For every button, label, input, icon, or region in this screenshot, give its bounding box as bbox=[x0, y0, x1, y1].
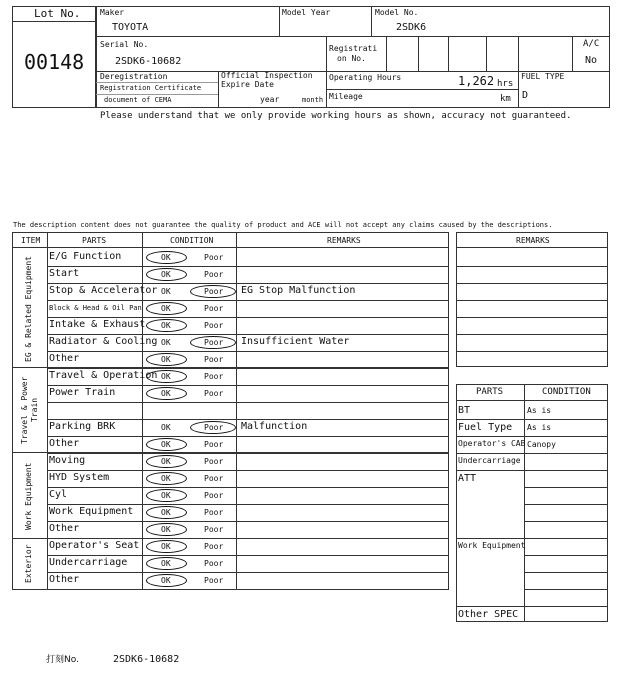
parts-table-condition: As is bbox=[527, 406, 552, 415]
lot-label: Lot No. bbox=[34, 7, 81, 20]
operating-hours-label: Operating Hours bbox=[329, 73, 402, 82]
part-name: Operator's Seat bbox=[49, 540, 140, 551]
ok-circle-mark bbox=[146, 523, 187, 536]
ok-option: OK bbox=[161, 372, 171, 381]
poor-option: Poor bbox=[204, 287, 224, 296]
poor-option: Poor bbox=[204, 508, 224, 517]
poor-option: Poor bbox=[204, 576, 224, 585]
part-name: Work Equipment bbox=[49, 506, 134, 517]
part-name: Start bbox=[49, 268, 80, 279]
inspection-label-1: Official Inspection bbox=[221, 71, 313, 80]
part-name: Travel & Operation bbox=[49, 370, 158, 381]
parts-table-part: ATT bbox=[458, 473, 477, 484]
km-label: km bbox=[500, 94, 511, 104]
model-no-value: 2SDK6 bbox=[396, 22, 427, 33]
ok-circle-mark bbox=[146, 540, 187, 553]
part-name: Stop & Accelerator bbox=[49, 285, 158, 296]
ok-option: OK bbox=[161, 457, 171, 466]
poor-circle-mark bbox=[190, 285, 236, 298]
poor-option: Poor bbox=[204, 559, 224, 568]
ok-option: OK bbox=[161, 270, 171, 279]
ok-option: OK bbox=[161, 576, 171, 585]
poor-option: Poor bbox=[204, 304, 224, 313]
poor-circle-mark bbox=[190, 421, 236, 434]
ok-circle-mark bbox=[146, 353, 187, 366]
part-name: Parking BRK bbox=[49, 421, 116, 432]
poor-option: Poor bbox=[204, 253, 224, 262]
parts-table-part: Other SPEC bbox=[458, 609, 519, 620]
poor-option: Poor bbox=[204, 474, 224, 483]
ok-circle-mark bbox=[146, 251, 187, 264]
part-name: Block & Head & Oil Pan bbox=[49, 304, 142, 312]
ac-value: No bbox=[585, 55, 598, 66]
group-label-travel: Travel & Power Train bbox=[20, 376, 39, 444]
parts-table-part: Operator's CAB bbox=[458, 439, 526, 448]
part-name: Other bbox=[49, 574, 80, 585]
ok-circle-mark bbox=[146, 574, 187, 587]
ok-option: OK bbox=[161, 304, 171, 313]
ok-circle-mark bbox=[146, 455, 187, 468]
disclaimer: The description content does not guarantee the quality of product and ACE will not accept any claims caused by the descriptions. bbox=[13, 221, 553, 229]
maker-value: TOYOTA bbox=[112, 22, 149, 33]
part-name: HYD System bbox=[49, 472, 110, 483]
remark-text: EG Stop Malfunction bbox=[241, 285, 356, 296]
registration-label-2: on No. bbox=[337, 54, 366, 63]
part-name: Undercarriage bbox=[49, 557, 128, 568]
ok-circle-mark bbox=[146, 302, 187, 315]
part-name: Power Train bbox=[49, 387, 116, 398]
ok-circle-mark bbox=[146, 489, 187, 502]
poor-option: Poor bbox=[204, 389, 224, 398]
ok-option: OK bbox=[161, 423, 171, 432]
parts-table-condition: As is bbox=[527, 423, 552, 432]
part-name: Moving bbox=[49, 455, 86, 466]
lot-number: 00148 bbox=[24, 50, 85, 74]
ok-option: OK bbox=[161, 389, 171, 398]
parts-table-part: Work Equipment bbox=[458, 541, 526, 550]
part-name: E/G Function bbox=[49, 251, 122, 262]
part-name: Intake & Exhaust bbox=[49, 319, 146, 330]
parts-header: PARTS bbox=[82, 236, 107, 245]
part-name: Cyl bbox=[49, 489, 68, 500]
ok-option: OK bbox=[161, 338, 171, 347]
registration-label-1: Registrati bbox=[329, 44, 378, 53]
serial-value: 2SDK6-10682 bbox=[115, 56, 182, 67]
ac-label: A/C bbox=[583, 39, 600, 49]
deregistration-label: Deregistration bbox=[100, 72, 168, 81]
remarks-header: REMARKS bbox=[327, 236, 361, 245]
ok-circle-mark bbox=[146, 370, 187, 383]
ok-circle-mark bbox=[146, 472, 187, 485]
poor-circle-mark bbox=[190, 336, 236, 349]
remark-text: Insufficient Water bbox=[241, 336, 350, 347]
poor-option: Poor bbox=[204, 321, 224, 330]
ok-option: OK bbox=[161, 287, 171, 296]
part-name: Other bbox=[49, 523, 80, 534]
parts-table-part: Fuel Type bbox=[458, 422, 513, 433]
stamp-label: 打刻No. bbox=[46, 655, 79, 665]
poor-option: Poor bbox=[204, 270, 224, 279]
ok-option: OK bbox=[161, 474, 171, 483]
ok-option: OK bbox=[161, 508, 171, 517]
inspection-label-2: Expire Date bbox=[221, 80, 274, 89]
poor-option: Poor bbox=[204, 423, 224, 432]
fuel-type-value: D bbox=[522, 90, 529, 101]
ok-option: OK bbox=[161, 542, 171, 551]
right-remarks-header: REMARKS bbox=[516, 236, 550, 245]
model-year-label: Model Year bbox=[282, 8, 331, 17]
operating-hours-value: 1,262 bbox=[458, 74, 495, 88]
ok-circle-mark bbox=[146, 557, 187, 570]
ok-option: OK bbox=[161, 355, 171, 364]
ok-option: OK bbox=[161, 559, 171, 568]
parts-table-parts-header: PARTS bbox=[476, 387, 504, 397]
ok-option: OK bbox=[161, 321, 171, 330]
poor-option: Poor bbox=[204, 457, 224, 466]
ok-circle-mark bbox=[146, 438, 187, 451]
remark-text: Malfunction bbox=[241, 421, 308, 432]
parts-table-part: Undercarriage bbox=[458, 456, 521, 465]
working-hours-note: Please understand that we only provide working hours as shown, accuracy not guaranteed. bbox=[100, 111, 572, 121]
maker-label: Maker bbox=[100, 8, 125, 17]
poor-option: Poor bbox=[204, 338, 224, 347]
poor-option: Poor bbox=[204, 440, 224, 449]
ok-option: OK bbox=[161, 491, 171, 500]
year-label: year bbox=[260, 95, 280, 104]
cema-label: document of CEMA bbox=[104, 96, 172, 104]
item-header: ITEM bbox=[21, 236, 41, 245]
mileage-label: Mileage bbox=[329, 92, 363, 101]
part-name: Other bbox=[49, 353, 80, 364]
month-label: month bbox=[302, 96, 324, 104]
ok-option: OK bbox=[161, 525, 171, 534]
ok-option: OK bbox=[161, 253, 171, 262]
ok-option: OK bbox=[161, 440, 171, 449]
poor-option: Poor bbox=[204, 525, 224, 534]
part-name: Other bbox=[49, 438, 80, 449]
poor-option: Poor bbox=[204, 491, 224, 500]
serial-label: Serial No. bbox=[100, 40, 149, 49]
group-label-work: Work Equipment bbox=[24, 462, 33, 530]
stamp-value: 2SDK6-10682 bbox=[113, 654, 180, 665]
condition-header: CONDITION bbox=[170, 236, 214, 245]
parts-table-condition-header: CONDITION bbox=[542, 387, 591, 397]
group-label-eg: EG & Related Equipment bbox=[24, 256, 33, 362]
poor-option: Poor bbox=[204, 542, 224, 551]
poor-option: Poor bbox=[204, 372, 224, 381]
poor-option: Poor bbox=[204, 355, 224, 364]
ok-circle-mark bbox=[146, 387, 187, 400]
model-no-label: Model No. bbox=[375, 8, 419, 17]
fuel-type-label: FUEL TYPE bbox=[521, 72, 565, 81]
parts-table-condition: Canopy bbox=[527, 440, 556, 449]
ok-circle-mark bbox=[146, 506, 187, 519]
hrs-label: hrs bbox=[497, 79, 514, 89]
group-label-exterior: Exterior bbox=[24, 544, 33, 584]
registration-certificate-label: Registration Certificate bbox=[100, 84, 202, 92]
ok-circle-mark bbox=[146, 319, 187, 332]
parts-table-part: BT bbox=[458, 405, 471, 416]
part-name: Radiator & Cooling bbox=[49, 336, 158, 347]
ok-circle-mark bbox=[146, 268, 187, 281]
